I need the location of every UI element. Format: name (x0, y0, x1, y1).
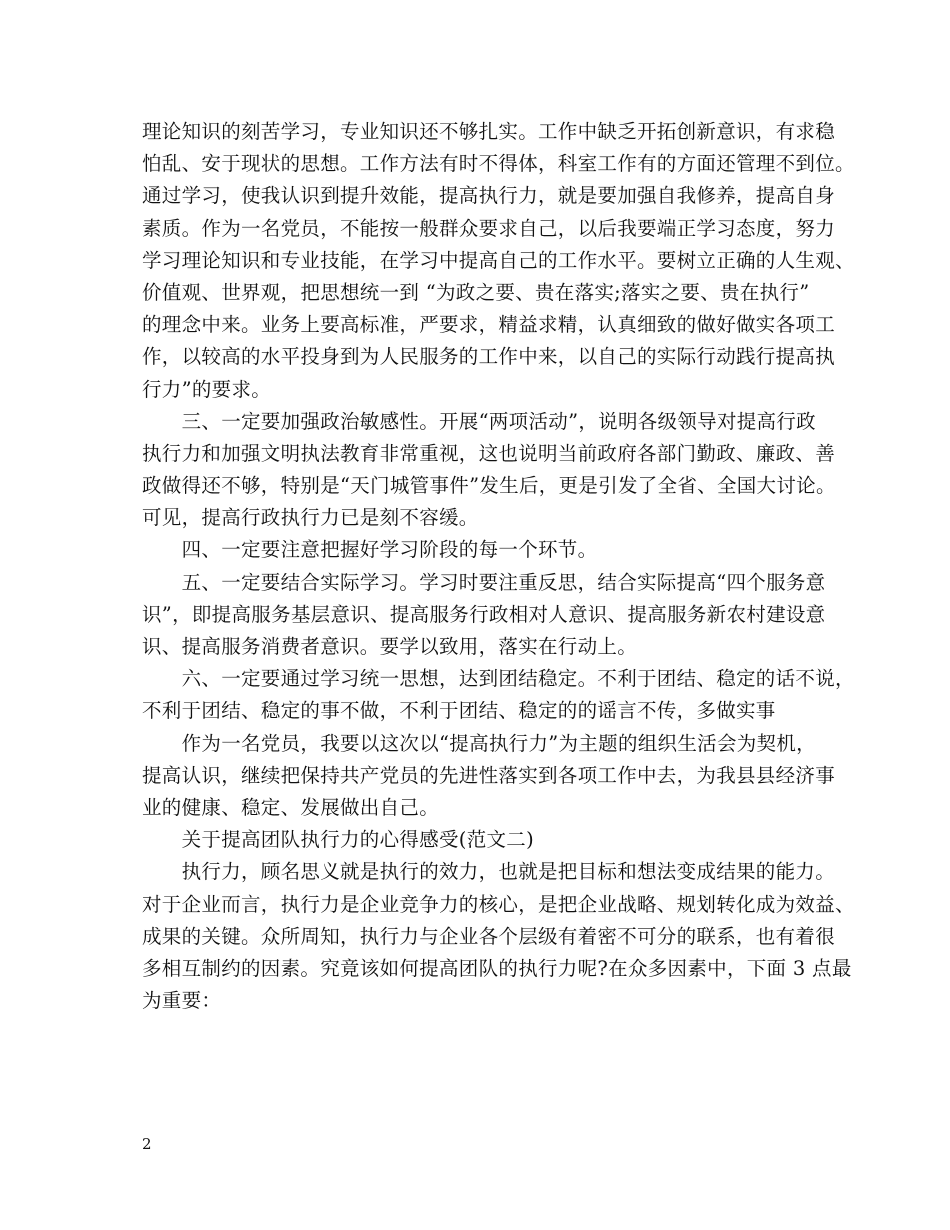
document-body (142, 116, 855, 1017)
text-line: 多相互制约的因素。究竟该如何提高团队的执行力呢?在众多因素中，下面 3 点最 (142, 956, 852, 980)
text-line: 行力”的要求。 (142, 377, 272, 401)
text-line: 识”，即提高服务基层意识、提高服务行政相对人意识、提高服务新农村建设意 (142, 602, 826, 626)
page-number: 2 (142, 1135, 152, 1153)
text-line: 关于提高团队执行力的心得感受(范文二) (142, 828, 535, 852)
text-line: 理论知识的刻苦学习，专业知识还不够扎实。工作中缺乏开拓创新意识，有求稳 (142, 120, 836, 143)
text-line: 四、一定要注意把握好学习阶段的每一个环节。 (142, 538, 598, 562)
text-line: 执行力和加强文明执法教育非常重视，这也说明当前政府各部门勤政、廉政、善 (142, 441, 836, 465)
text-line: 五、一定要结合实际学习。学习时要注重反思，结合实际提高“四个服务意 (142, 570, 826, 594)
text-line: 对于企业而言，执行力是企业竞争力的核心，是把企业战略、规划转化成为效益、 (142, 892, 855, 916)
text-line: 可见，提高行政执行力已是刻不容缓。 (142, 506, 479, 530)
text-line: 三、一定要加强政治敏感性。开展“两项活动”，说明各级领导对提高行政 (142, 409, 816, 433)
text-line: 业的健康、稳定、发展做出自己。 (142, 795, 440, 819)
text-line: 提高认识，继续把保持共产党员的先进性落实到各项工作中去，为我县县经济事 (142, 763, 836, 787)
text-line: 为重要： (142, 989, 222, 1013)
text-line: 不利于团结、稳定的事不做，不利于团结、稳定的的谣言不传，多做实事 (142, 699, 776, 723)
text-line: 作为一名党员，我要以这次以“提高执行力”为主题的组织生活会为契机， (142, 731, 816, 755)
text-line: 执行力，顾名思义就是执行的效力，也就是把目标和想法变成结果的能力。 (142, 860, 836, 884)
text-line: 素质。作为一名党员，不能按一般群众要求自己，以后我要端正学习态度，努力 (142, 216, 836, 240)
text-line: 通过学习，使我认识到提升效能，提高执行力，就是要加强自我修养，提高自身 (142, 184, 836, 208)
text-line: 识、提高服务消费者意识。要学以致用，落实在行动上。 (142, 635, 638, 658)
text-line: 学习理论知识和专业技能，在学习中提高自己的工作水平。要树立正确的人生观、 (142, 248, 855, 272)
text-line: 价值观、世界观，把思想统一到 “为政之要、贵在落实;落实之要、贵在执行” (142, 280, 810, 304)
text-line: 成果的关键。众所周知，执行力与企业各个层级有着密不可分的联系，也有着很 (142, 924, 836, 948)
text-line: 怕乱、安于现状的思想。工作方法有时不得体，科室工作有的方面还管理不到位。 (142, 152, 855, 176)
text-line: 的理念中来。业务上要高标准，严要求，精益求精，认真细致的做好做实各项工 (142, 313, 836, 337)
text-line: 政做得还不够，特别是“天门城管事件”发生后，更是引发了全省、全国大讨论。 (142, 474, 836, 498)
text-line: 作，以较高的水平投身到为人民服务的工作中来，以自己的实际行动践行提高执 (142, 345, 836, 369)
text-line: 六、一定要通过学习统一思想，达到团结稳定。不利于团结、稳定的话不说， (142, 667, 855, 691)
